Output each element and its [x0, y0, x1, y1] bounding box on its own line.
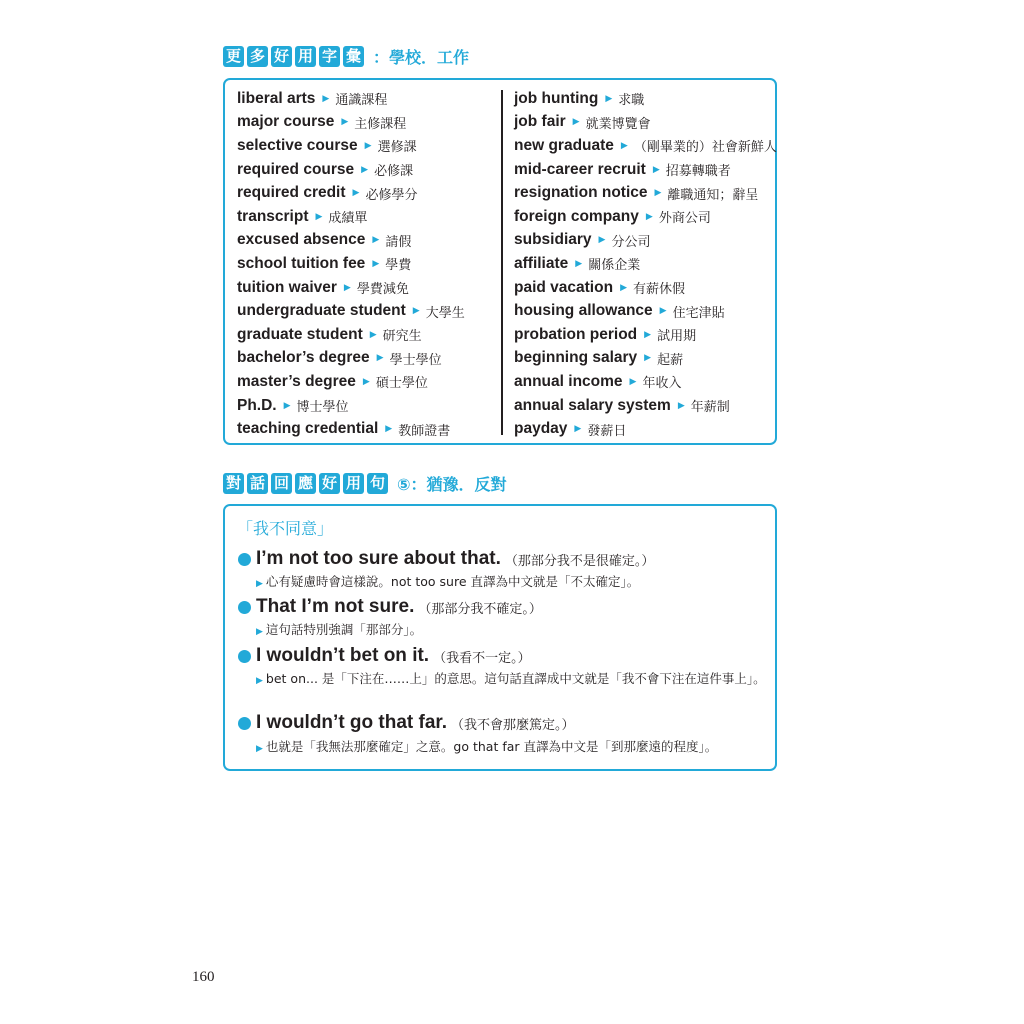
vocab-chinese: 教師證書: [398, 423, 451, 439]
vocab-english: undergraduate student: [237, 302, 406, 320]
vocab-row: [514, 299, 777, 323]
phrase-english: I’m not too sure about that.: [256, 548, 501, 569]
triangle-right-icon: ▶: [644, 353, 652, 364]
phrase-item: [238, 645, 531, 667]
vocab-english: graduate student: [237, 325, 363, 343]
phrase-english: I wouldn’t bet on it.: [256, 645, 430, 666]
vocab-row: [514, 111, 777, 135]
triangle-right-icon: ▶: [574, 424, 582, 435]
dot-icon: [238, 601, 251, 614]
title-char: 好: [271, 46, 292, 67]
vocab-row: [237, 87, 465, 111]
phrase-item: [238, 596, 542, 618]
vocab-english: new graduate: [514, 136, 614, 154]
vocab-box: [223, 78, 777, 445]
vocab-chinese: 碩士學位: [375, 376, 428, 392]
vocab-chinese: 發薪日: [587, 423, 627, 439]
triangle-right-icon: ▶: [652, 164, 660, 175]
dot-icon: [238, 650, 251, 663]
triangle-right-icon: ▶: [361, 164, 369, 175]
vocab-english: excused absence: [237, 231, 366, 249]
vocab-english: transcript: [237, 207, 309, 225]
dialog-box: [223, 504, 777, 771]
vocab-row: [514, 276, 777, 300]
phrase-translation: （我不會那麼篤定。）: [451, 717, 575, 733]
vocab-row: [237, 252, 465, 276]
triangle-right-icon: ▶: [629, 376, 637, 387]
triangle-right-icon: ▶: [256, 579, 263, 589]
phrase-note-text: 也就是「我無法那麼確定」之意。go that far 直譯為中文是「到那麼遠的程度」。: [265, 739, 718, 754]
triangle-right-icon: ▶: [341, 117, 349, 128]
vocab-row: [237, 181, 465, 205]
vocab-chinese: 外商公司: [658, 211, 711, 227]
phrase-note: [256, 572, 766, 594]
vocab-english: paid vacation: [514, 278, 614, 296]
vocab-row: [514, 370, 777, 394]
vocab-chinese: 離職通知；辭呈: [667, 187, 759, 203]
triangle-right-icon: ▶: [620, 282, 627, 293]
triangle-right-icon: ▶: [412, 306, 420, 317]
triangle-right-icon: ▶: [645, 211, 653, 222]
title-char: 用: [295, 46, 316, 67]
title-char: 彙: [343, 46, 364, 67]
vocab-chinese: 就業博覽會: [585, 116, 651, 132]
vocab-english: master’s degree: [237, 372, 356, 390]
vocab-row: [514, 394, 777, 418]
triangle-right-icon: ▶: [605, 93, 613, 104]
vocab-row: [237, 417, 465, 441]
vocab-chinese: 年收入: [642, 376, 682, 392]
triangle-right-icon: ▶: [369, 329, 377, 340]
vocab-english: Ph.D.: [237, 396, 277, 414]
vocab-row: [237, 299, 465, 323]
vocab-english: school tuition fee: [237, 254, 366, 272]
vocab-chinese: 招募轉職者: [665, 164, 731, 180]
triangle-right-icon: ▶: [376, 353, 384, 364]
phrase-note: [256, 669, 766, 691]
vocab-chinese: 通識課程: [335, 93, 388, 109]
title-char: 應: [295, 473, 316, 494]
vocab-chinese: 分公司: [611, 234, 651, 250]
vocab-row: [514, 417, 777, 441]
vocab-chinese: 求職: [618, 93, 645, 109]
vocab-english: required credit: [237, 184, 346, 202]
triangle-right-icon: ▶: [654, 188, 662, 199]
vocab-left-column: [237, 87, 465, 441]
vocab-chinese: 年薪制: [690, 400, 730, 416]
vocab-english: payday: [514, 420, 568, 438]
phrase-note-text: 這句話特別強調「那部分」。: [265, 622, 423, 637]
vocab-chinese: 學費減免: [356, 282, 409, 298]
vocab-chinese: 學士學位: [389, 352, 442, 368]
triangle-right-icon: ▶: [362, 376, 370, 387]
phrase-translation: （我看不一定。）: [433, 650, 531, 666]
triangle-right-icon: ▶: [385, 424, 393, 435]
triangle-right-icon: ▶: [372, 258, 380, 269]
vocab-row: [237, 323, 465, 347]
phrase-item: [238, 712, 575, 734]
vocab-chinese: 大學生: [425, 305, 465, 321]
triangle-right-icon: ▶: [322, 93, 330, 104]
vocab-section-subtitle: ：學校．工作: [373, 48, 470, 67]
triangle-right-icon: ▶: [343, 282, 351, 293]
vocab-row: [514, 181, 777, 205]
title-char: 字: [319, 46, 340, 67]
phrase-note-text: 心有疑慮時會這樣說。not too sure 直譯為中文就是「不太確定」。: [265, 574, 640, 589]
vocab-chinese: 住宅津貼: [672, 305, 725, 321]
triangle-right-icon: ▶: [677, 400, 685, 411]
vocab-row: [237, 205, 465, 229]
title-char: 句: [367, 473, 388, 494]
triangle-right-icon: ▶: [620, 140, 628, 151]
vocab-english: housing allowance: [514, 302, 653, 320]
triangle-right-icon: ▶: [572, 117, 580, 128]
vocab-row: [237, 347, 465, 371]
triangle-right-icon: ▶: [644, 329, 652, 340]
vocab-english: beginning salary: [514, 349, 638, 367]
vocab-row: [237, 394, 465, 418]
triangle-right-icon: ▶: [598, 235, 606, 246]
column-divider: [501, 90, 503, 435]
phrase-note: [256, 737, 766, 759]
vocab-english: mid-career recruit: [514, 160, 646, 178]
vocab-english: liberal arts: [237, 89, 316, 107]
vocab-chinese: 博士學位: [296, 400, 349, 416]
title-char: 更: [223, 46, 244, 67]
triangle-right-icon: ▶: [315, 211, 323, 222]
phrase-english: I wouldn’t go that far.: [256, 712, 448, 733]
vocab-english: subsidiary: [514, 231, 592, 249]
title-char: 對: [223, 473, 244, 494]
vocab-english: required course: [237, 160, 355, 178]
dot-icon: [238, 553, 251, 566]
vocab-row: [514, 205, 777, 229]
triangle-right-icon: ▶: [283, 400, 291, 411]
vocab-english: teaching credential: [237, 420, 379, 438]
dialog-section-title: [223, 472, 507, 495]
vocab-english: job fair: [514, 113, 566, 131]
triangle-right-icon: ▶: [364, 140, 372, 151]
vocab-english: affiliate: [514, 254, 569, 272]
phrase-translation: （那部分我不是很確定。）: [504, 553, 655, 569]
triangle-right-icon: ▶: [659, 306, 667, 317]
vocab-row: [237, 158, 465, 182]
phrase-note: [256, 620, 766, 642]
vocab-row: [514, 158, 777, 182]
vocab-row: [514, 347, 777, 371]
vocab-chinese: 必修課: [374, 164, 414, 180]
vocab-chinese: 試用期: [657, 329, 697, 345]
dialog-heading: 「我不同意」: [237, 519, 334, 538]
triangle-right-icon: ▶: [256, 744, 263, 754]
vocab-english: selective course: [237, 136, 358, 154]
triangle-right-icon: ▶: [352, 188, 360, 199]
vocab-chinese: 學費: [385, 258, 412, 274]
vocab-row: [237, 134, 465, 158]
title-char: 好: [319, 473, 340, 494]
vocab-english: major course: [237, 113, 335, 131]
vocab-chinese: 起薪: [657, 352, 684, 368]
vocab-row: [514, 134, 777, 158]
vocab-section-title: [223, 45, 469, 68]
vocab-english: probation period: [514, 325, 638, 343]
vocab-row: [237, 276, 465, 300]
vocab-row: [237, 111, 465, 135]
triangle-right-icon: ▶: [575, 258, 583, 269]
vocab-chinese: 有薪休假: [632, 282, 685, 298]
triangle-right-icon: ▶: [256, 676, 263, 686]
vocab-right-column: [514, 87, 777, 441]
vocab-chinese: 研究生: [382, 329, 422, 345]
vocab-row: [237, 370, 465, 394]
vocab-chinese: 請假: [385, 234, 412, 250]
vocab-english: job hunting: [514, 89, 599, 107]
vocab-chinese: （剛畢業的）社會新鮮人: [633, 140, 777, 156]
phrase-english: That I’m not sure.: [256, 596, 415, 617]
vocab-english: resignation notice: [514, 184, 648, 202]
dot-icon: [238, 717, 251, 730]
vocab-row: [514, 252, 777, 276]
phrase-translation: （那部分我不確定。）: [418, 601, 542, 617]
page-number: 160: [192, 969, 215, 985]
phrase-note-text: bet on... 是「下注在……上」的意思。這句話直譯成中文就是「我不會下注在這件事上」。: [265, 671, 766, 686]
title-char: 多: [247, 46, 268, 67]
dialog-section-subtitle: ⑤：猶豫．反對: [397, 475, 507, 494]
vocab-english: annual salary system: [514, 396, 671, 414]
vocab-chinese: 選修課: [377, 140, 417, 156]
vocab-chinese: 必修學分: [365, 187, 418, 203]
vocab-english: bachelor’s degree: [237, 349, 370, 367]
phrase-item: [238, 548, 654, 570]
vocab-chinese: 關係企業: [588, 258, 641, 274]
vocab-row: [237, 229, 465, 253]
vocab-english: annual income: [514, 372, 623, 390]
vocab-row: [514, 323, 777, 347]
vocab-chinese: 成績單: [328, 211, 368, 227]
triangle-right-icon: ▶: [372, 235, 380, 246]
title-char: 回: [271, 473, 292, 494]
vocab-row: [514, 229, 777, 253]
vocab-english: tuition waiver: [237, 278, 337, 296]
title-char: 話: [247, 473, 268, 494]
triangle-right-icon: ▶: [256, 627, 263, 637]
vocab-english: foreign company: [514, 207, 639, 225]
vocab-chinese: 主修課程: [354, 116, 407, 132]
title-char: 用: [343, 473, 364, 494]
vocab-row: [514, 87, 777, 111]
